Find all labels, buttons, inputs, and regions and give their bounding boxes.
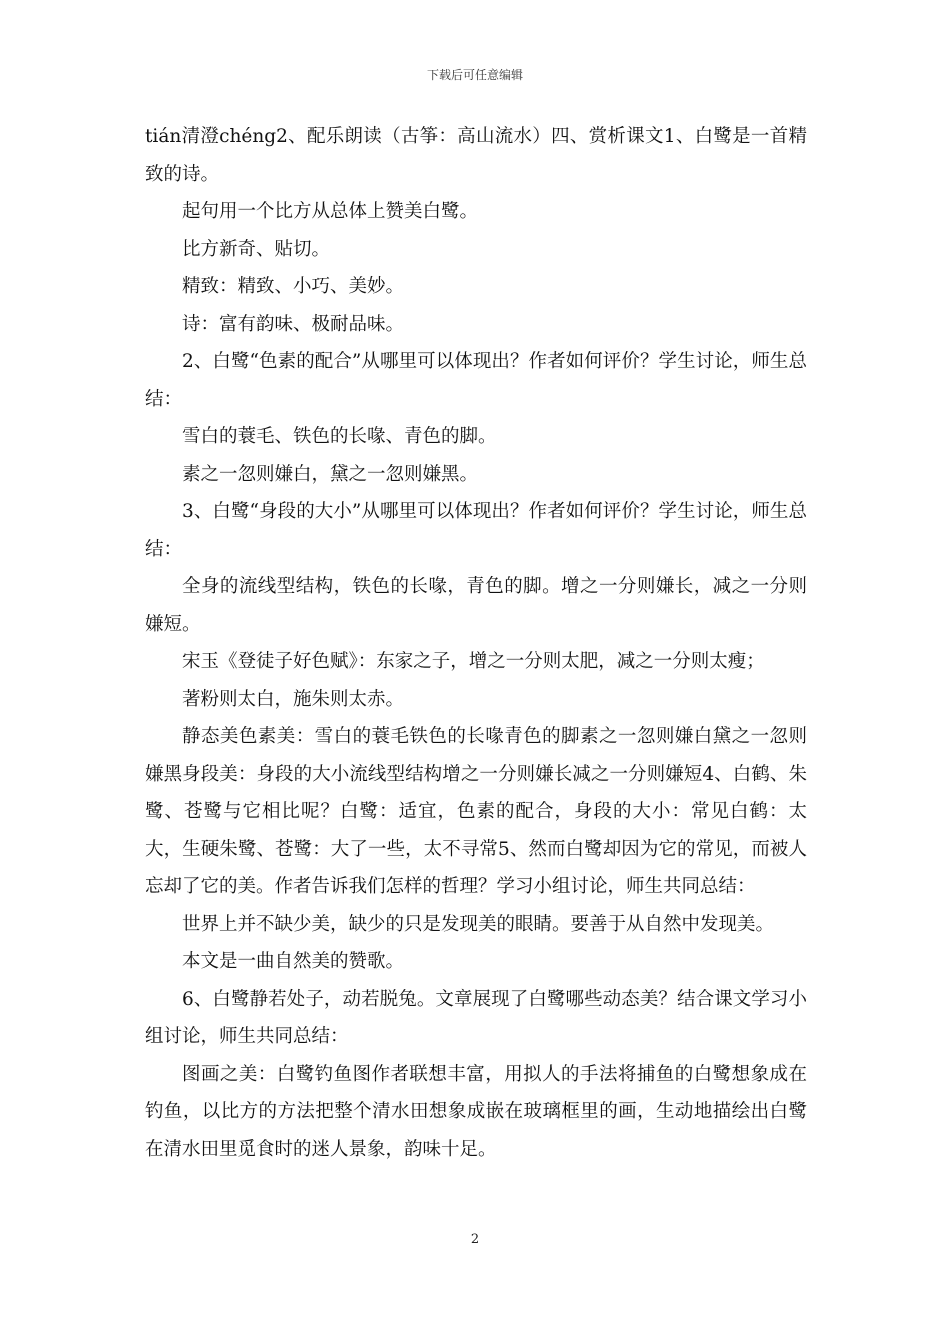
paragraph: 图画之美：白鹭钓鱼图作者联想丰富，用拟人的手法将捕鱼的白鹭想象成在钓鱼，以比方的方法把整个清水田想象成嵌在玻璃框里的画，生动地描绘出白鹭在清水田里觅食时的迷人景象，韵味十足。 [145, 1063, 807, 1160]
paragraph: 宋玉《登徒子好色赋》：东家之子，增之一分则太肥，减之一分则太瘦； [182, 651, 765, 672]
paragraph: 素之一忽则嫌白，黛之一忽则嫌黑。 [182, 463, 479, 485]
page-number: 2 [470, 1232, 480, 1247]
paragraph: 著粉则太白，施朱则太赤。 [182, 688, 405, 710]
paragraph: 诗：富有韵味、极耐品味。 [182, 313, 405, 335]
document-body [145, 118, 807, 1168]
paragraph: 3、白鹭“身段的大小”从哪里可以体现出？作者如何评价？学生讨论，师生总结： [145, 501, 807, 560]
paragraph: 2、白鹭“色素的配合”从哪里可以体现出？作者如何评价？学生讨论，师生总结： [145, 351, 807, 410]
paragraph: tián清澄chéng2、配乐朗读（古筝：高山流水）四、赏析课文1、白鹭是一首精致的诗。 [145, 126, 807, 185]
paragraph: 比方新奇、贴切。 [182, 238, 331, 260]
paragraph: 本文是一曲自然美的赞歌。 [182, 951, 405, 972]
paragraph: 世界上并不缺少美，缺少的只是发现美的眼睛。要善于从自然中发现美。 [182, 913, 775, 935]
paragraph: 精致：精致、小巧、美妙。 [182, 276, 405, 297]
paragraph: 6、白鹭静若处子，动若脱兔。文章展现了白鹭哪些动态美？结合课文学习小组讨论，师生共同总结： [145, 988, 807, 1047]
paragraph: 雪白的蓑毛、铁色的长喙、青色的脚。 [182, 426, 497, 447]
paragraph: 静态美色素美：雪白的蓑毛铁色的长喙青色的脚素之一忽则嫌白黛之一忽则嫌黑身段美：身段的大小流线型结构增之一分则嫌长减之一分则嫌短4、白鹤、朱鹭、苍鹭与它相比呢？白鹭：适宜，色素的配合，身段的大小：常见白鹤：太大，生硬朱鹭、苍鹭：大了一些，太不寻常5、然而白鹭却因为它的常见，而被人忘却了它的美。作者告诉我们怎样的哲理？学习小组讨论，师生共同总结： [145, 726, 807, 897]
paragraph: 全身的流线型结构，铁色的长喙，青色的脚。增之一分则嫌长，减之一分则嫌短。 [145, 576, 807, 635]
paragraph: 起句用一个比方从总体上赞美白鹭。 [182, 201, 479, 222]
page-header: 下载后可任意编辑 [426, 68, 523, 82]
